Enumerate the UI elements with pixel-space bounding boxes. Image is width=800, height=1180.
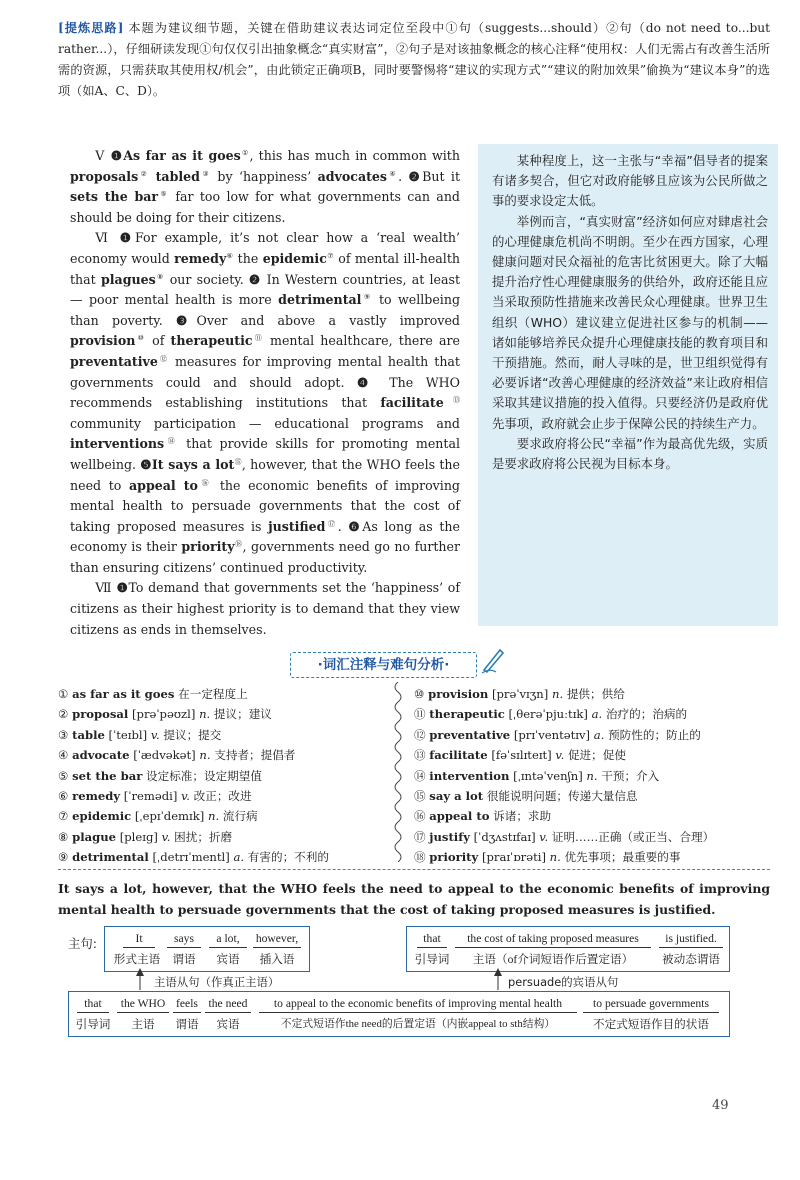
vocab-pos: n. (586, 768, 598, 783)
vocab-word: detrimental (72, 850, 149, 865)
vocab-number: ⑦ (58, 809, 69, 824)
vocab-number: ④ (58, 748, 69, 763)
vocab-meaning: 有害的；不利的 (247, 850, 329, 865)
vocab-word: provision (428, 687, 489, 701)
object-clause-label: persuade的宾语从句 (508, 975, 619, 989)
vocab-pos: a. (233, 850, 245, 865)
vocab-meaning: 预防性的；防止的 (608, 727, 701, 742)
role: 谓语 (172, 953, 196, 966)
paragraph-5: Ⅴ ❶As far as it goes①, this has much in common with proposals② tabled③ by ‘happiness’ advocates④. ❷But it sets the bar⑤ far too low for what governments can and should be doing for their citizens. (70, 148, 461, 225)
role: 插入语 (259, 953, 295, 966)
vocab-pos: n. (199, 707, 211, 722)
vocab-number: ③ (58, 727, 69, 742)
vocab-number: ⑱ (414, 850, 426, 865)
word: however, (255, 932, 299, 945)
role: 被动态谓语 (662, 953, 720, 966)
vocab-word: appeal to (429, 809, 490, 824)
vocab-meaning: 提议；建议 (213, 707, 272, 722)
vocab-pos: n. (208, 809, 220, 824)
word: that (84, 997, 102, 1010)
vocab-number: ⑪ (414, 707, 426, 722)
vocab-word: therapeutic (429, 707, 505, 722)
translation-p1: 某种程度上，这一主张与“幸福”倡导者的提案有诸多契合，但它对政府能够且应该为公民所做之事的要求设定太低。 (492, 153, 768, 209)
vocab-word: intervention (429, 768, 510, 783)
vocab-pos: v. (150, 727, 160, 742)
role: 形式主语 (113, 953, 161, 966)
vocab-pos: a. (591, 707, 603, 722)
vocab-number: ⑭ (414, 768, 426, 783)
vocab-number: ⑫ (414, 727, 426, 742)
word: a lot, (216, 932, 240, 945)
vocab-pronunciation: [ˌɪntəˈvenʃn] (513, 768, 583, 783)
vocab-meaning: 证明……正确（或正当、合理） (551, 829, 715, 844)
vocab-pronunciation: [ˌepɪˈdemɪk] (134, 809, 205, 824)
vocab-number: ① (58, 687, 69, 701)
subject-clause-box (68, 991, 730, 1037)
vocab-number: ⑧ (58, 829, 69, 844)
vocab-word: preventative (429, 727, 511, 742)
vocab-pos: v. (181, 789, 190, 804)
vocab-word: epidemic (72, 809, 132, 824)
word: to persuade governments (593, 997, 709, 1010)
vocab-number: ⑩ (414, 687, 425, 701)
vocab-meaning: 改正；改进 (193, 789, 252, 804)
vocab-word: say a lot (429, 789, 484, 804)
role: 引导词 (414, 953, 450, 966)
vocab-number: ⑯ (414, 809, 426, 824)
word: It (135, 932, 143, 945)
vocab-pos: v. (555, 748, 565, 763)
vocab-meaning: 流行病 (222, 809, 258, 824)
vocab-pos: v. (161, 829, 171, 844)
vocab-pronunciation: [praɪˈɒrəti] (481, 850, 546, 865)
role: 宾语 (216, 1018, 240, 1031)
vocab-number: ⑨ (58, 850, 69, 865)
word: is justified. (665, 932, 717, 945)
vocab-number: ⑥ (58, 789, 69, 804)
vocab-pronunciation: [prɪˈventətɪv] (513, 727, 591, 742)
vocab-section-title: ·词汇注释与难句分析· (290, 652, 477, 678)
vocab-word: plague (72, 829, 117, 844)
vocab-pronunciation: [ˈdʒʌstɪfaɪ] (473, 829, 536, 844)
vocab-pos: n. (551, 687, 564, 701)
vocab-meaning: 在一定程度上 (178, 687, 248, 701)
vocab-meaning: 促进；促使 (567, 748, 626, 763)
vocab-pronunciation: [fəˈsɪlɪteɪt] (491, 748, 552, 763)
vocab-meaning: 干预；介入 (601, 768, 660, 783)
vocab-pronunciation: [prəˈvɪʒn] (491, 687, 549, 701)
vocab-pronunciation: [ˈædvəkət] (133, 748, 196, 763)
vocab-pos: a. (593, 727, 605, 742)
vocab-meaning: 优先事项；最重要的事 (564, 850, 681, 865)
word: the need (208, 997, 248, 1010)
analysis-text: 本题为建议细节题，关键在借助建议表达词定位至段中①句（suggests...should）②句（do not need to...but rather...），仔细研读发现①句仅仅引出抽象概念“真实财富”，②句子是对该抽象概念的核心注释“使用权：人们无需占有改善生活所需的资源，只需获取其使用权/机会”，由此锁定正确项B，同时要警惕将“建议的实现方式”“建议的附加效果”偷换为“建议本身”的选项（如A、C、D）。 (58, 21, 770, 98)
vocab-meaning: 设定标准；设定期望值 (146, 768, 262, 783)
vocab-word: facilitate (429, 748, 488, 763)
vocab-word: remedy (72, 789, 121, 804)
vocab-pronunciation: [ˈteɪbl] (108, 727, 148, 742)
word: that (423, 932, 441, 945)
vocab-word: as far as it goes (72, 687, 175, 701)
vocab-word: proposal (72, 707, 129, 722)
vocab-meaning: 很能说明问题；传递大量信息 (486, 789, 638, 804)
vocab-meaning: 提议；提交 (163, 727, 222, 742)
role: 主语（of介词短语作后置定语） (472, 953, 634, 966)
vocab-number: ⑬ (414, 748, 426, 763)
vocab-pronunciation: [prəˈpəʊzl] (132, 707, 196, 722)
paragraph-7: Ⅶ ❶To demand that governments set the ‘happiness’ of citizens as their highest priority is to demand that they view citizens as ends in themselves. (70, 580, 460, 637)
translation-p2: 举例而言，“真实财富”经济如何应对肆虐社会的心理健康危机尚不明朗。至少在西方国家，心理健康问题对民众福祉的危害比贫困更大。除了大幅提升治疗性心理健康服务的供给外，政府还能且应当采取预防性措施来改善民众心理健康。世界卫生组织（WHO）建议建立促进社区参与的机制——诸如能够培养民众提升心理健康技能的教育项目和干预措施。然而，耐人寻味的是，世卫组织觉得有必要诉诸“改善心理健康的经济效益”来让政府相信采取其建议措施的投入值得。只要经济仍是政府优先事项，政府就会止步于保障公民的持续生产力。 (492, 213, 768, 431)
vocab-word: justify (429, 829, 470, 844)
vocab-number: ② (58, 707, 69, 722)
vocab-word: advocate (72, 748, 130, 763)
vocab-pronunciation: [ˌdetrɪˈmentl] (152, 850, 230, 865)
vocab-word: priority (429, 850, 479, 865)
vocab-pronunciation: [ˈremədi] (123, 789, 178, 804)
analysis-tag: [提炼思路] (58, 21, 124, 35)
page-number: 49 (712, 1098, 729, 1113)
vocab-meaning: 治疗的；治病的 (605, 707, 688, 722)
paragraph-6: Ⅵ ❶For example, it’s not clear how a ‘real wealth’ economy would remedy⑥ the epidemic⑦ of mental ill-health that plagues⑧ our society. ❷ In Western countries, at least — poor mental health is more detrimental⑨ to wellbeing than poverty. ❸Over and above a vastly improved provision⑩ of therapeutic⑪ mental healthcare, there are preventative⑫ measures for improving mental health that governments could and should adopt. ❹ The WHO recommends establishing institutions that facilitate⑬ community participation — educational programs and interventions⑭ that provide skills for promoting mental wellbeing. ❺It says a lot⑮, however, that the WHO feels the need to appeal to⑯ the economic benefits of improving mental health to persuade governments that the cost of taking proposed measures is justified⑰. ❻As long as the economy is their priority⑱, governments need go no further than ensuring citizens’ continued productivity. (70, 230, 461, 575)
role: 谓语 (175, 1018, 199, 1031)
role: 引导词 (75, 1018, 111, 1031)
key-sentence: It says a lot, however, that the WHO feels the need to appeal to the economic benefits of improving mental health to persuade governments that the cost of taking proposed measures is justified. (58, 881, 770, 917)
role: 不定式短语作目的状语 (593, 1018, 709, 1031)
role: 宾语 (216, 953, 240, 966)
subject-clause-label: 主语从句（作真正主语） (154, 975, 280, 989)
vocab-number: ⑮ (414, 789, 426, 804)
vocab-number: ⑰ (414, 829, 426, 844)
main-clause-label: 主句: (68, 936, 97, 951)
translation-p3: 要求政府将公民“幸福”作为最高优先级，实质是要求政府将公民视为目标本身。 (492, 435, 768, 472)
role: 主语 (131, 1018, 155, 1031)
word: feels (176, 997, 198, 1010)
vocab-pos: n. (199, 748, 211, 763)
vocab-pronunciation: [ˌθerəˈpjuːtɪk] (508, 707, 588, 722)
vocab-meaning: 提供；供给 (566, 687, 625, 701)
vocab-pos: n. (549, 850, 561, 865)
vocab-number: ⑤ (58, 768, 69, 783)
vocab-word: table (72, 727, 105, 742)
vocab-pronunciation: [pleɪɡ] (119, 829, 158, 844)
vocab-meaning: 支持者；提倡者 (214, 748, 296, 763)
vocab-meaning: 困扰；折磨 (174, 829, 233, 844)
word: the cost of taking proposed measures (467, 932, 639, 945)
role: 不定式短语作the need的后置定语（内嵌appeal to sth结构） (280, 1018, 556, 1030)
word: says (174, 932, 194, 945)
vocab-word: set the bar (72, 768, 143, 783)
word: the WHO (120, 997, 166, 1010)
vocab-meaning: 诉诸；求助 (493, 809, 552, 824)
word: to appeal to the economic benefits of improving mental health (273, 997, 563, 1010)
vocab-pos: v. (539, 829, 549, 844)
